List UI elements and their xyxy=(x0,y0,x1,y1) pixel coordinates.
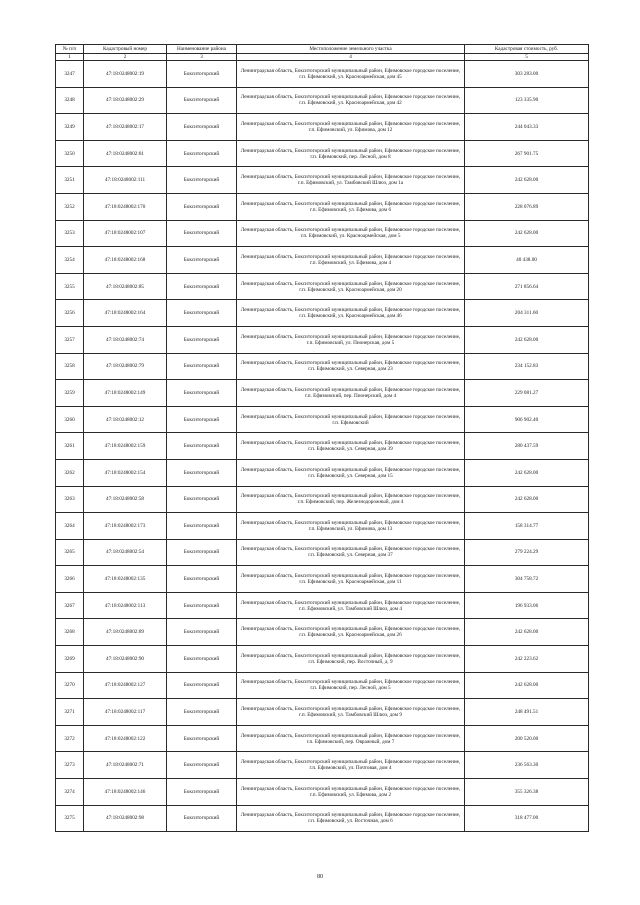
cadastral-number-cell: 47:18:0248002:154 xyxy=(84,459,167,486)
district-cell: Бокситогорский xyxy=(167,167,237,194)
table-row xyxy=(56,699,589,726)
row-number-cell: 3252 xyxy=(56,193,84,220)
cadastral-number-cell: 47:18:0248002:107 xyxy=(84,220,167,247)
location-cell: Ленинградская область, Бокситогорский муниципальный район, Ефимовское городское поселение, г.п. Ефимовский, ул. Тамбовский Шлюз, дом 9 xyxy=(237,699,465,726)
cadastral-cost-cell: 304 758.72 xyxy=(465,566,589,593)
cadastral-cost-cell: 242 628.00 xyxy=(465,619,589,646)
location-cell: Ленинградская область, Бокситогорский муниципальный район, Ефимовское городское поселение, г.п. Ефимовский, пер. Лесной, дом 5 xyxy=(237,672,465,699)
location-cell: Ленинградская область, Бокситогорский муниципальный район, Ефимовское городское поселение, г.п. Ефимовский, пер. Железнодорожный, дом 4 xyxy=(237,486,465,513)
table-row xyxy=(56,406,589,433)
row-number-cell: 3261 xyxy=(56,433,84,460)
table-row xyxy=(56,300,589,327)
cadastral-cost-cell: 318 477.00 xyxy=(465,805,589,832)
location-cell: Ленинградская область, Бокситогорский муниципальный район, Ефимовское городское поселение, г.п. Ефимовский, ул. Красноармейская, дом 11 xyxy=(237,566,465,593)
table-body xyxy=(56,61,589,832)
location-cell: Ленинградская область, Бокситогорский муниципальный район, Ефимовское городское поселение, г.п. Ефимовский, ул. Северная, дом 39 xyxy=(237,433,465,460)
location-cell: Ленинградская область, Бокситогорский муниципальный район, Ефимовское городское поселение, г.п. Ефимовский, пер. Лесной, дом 8 xyxy=(237,140,465,167)
table-row xyxy=(56,779,589,806)
cadastral-number-cell: 47:18:0248002:164 xyxy=(84,300,167,327)
district-cell: Бокситогорский xyxy=(167,87,237,114)
district-cell: Бокситогорский xyxy=(167,779,237,806)
location-cell: Ленинградская область, Бокситогорский муниципальный район, Ефимовское городское поселение, г.п. Ефимовский, ул. Красноармейская, дом 46 xyxy=(237,300,465,327)
cadastral-cost-cell: 123 335.90 xyxy=(465,87,589,114)
table-header xyxy=(56,45,589,61)
table-row xyxy=(56,486,589,513)
table-row xyxy=(56,513,589,540)
row-number-cell: 3253 xyxy=(56,220,84,247)
district-cell: Бокситогорский xyxy=(167,220,237,247)
cadastral-number-cell: 47:18:0248002:71 xyxy=(84,752,167,779)
district-cell: Бокситогорский xyxy=(167,459,237,486)
table-row xyxy=(56,353,589,380)
table-row xyxy=(56,752,589,779)
page-number: 80 xyxy=(317,874,323,880)
district-cell: Бокситогорский xyxy=(167,247,237,274)
cadastral-cost-cell: 242 628.00 xyxy=(465,326,589,353)
cadastral-number-cell: 47:18:0248002:159 xyxy=(84,433,167,460)
cadastral-number-cell: 47:18:0248002:81 xyxy=(84,140,167,167)
district-cell: Бокситогорский xyxy=(167,326,237,353)
location-cell: Ленинградская область, Бокситогорский муниципальный район, Ефимовское городское поселение, г.п. Ефимовский, ул. Ефимова, дом 13 xyxy=(237,513,465,540)
row-number-cell: 3272 xyxy=(56,725,84,752)
cadastral-cost-cell: 267 901.75 xyxy=(465,140,589,167)
row-number-cell: 3250 xyxy=(56,140,84,167)
cadastral-cost-cell: 40 438.00 xyxy=(465,247,589,274)
cadastral-number-cell: 47:18:0248002:173 xyxy=(84,513,167,540)
district-cell: Бокситогорский xyxy=(167,114,237,141)
column-number: 3 xyxy=(167,54,237,61)
district-cell: Бокситогорский xyxy=(167,433,237,460)
cadastral-cost-cell: 196 933.06 xyxy=(465,592,589,619)
cadastral-cost-cell: 234 152.83 xyxy=(465,353,589,380)
cadastral-cost-cell: 906 902.40 xyxy=(465,406,589,433)
table-row xyxy=(56,646,589,673)
location-cell: Ленинградская область, Бокситогорский муниципальный район, Ефимовское городское поселение, г.п. Ефимовский, ул. Тамбовский Шлюз, дом 4 xyxy=(237,592,465,619)
column-header: Местоположение земельного участка xyxy=(237,45,465,54)
row-number-cell: 3257 xyxy=(56,326,84,353)
location-cell: Ленинградская область, Бокситогорский муниципальный район, Ефимовское городское поселение, г.п. Ефимовский, ул. Ефимова, дом 6 xyxy=(237,193,465,220)
row-number-cell: 3248 xyxy=(56,87,84,114)
location-cell: Ленинградская область, Бокситогорский муниципальный район, Ефимовское городское поселение, г.п. Ефимовский, ул. Красноармейская, дом 42 xyxy=(237,87,465,114)
cadastral-cost-cell: 242 628.00 xyxy=(465,459,589,486)
row-number-cell: 3260 xyxy=(56,406,84,433)
location-cell: Ленинградская область, Бокситогорский муниципальный район, Ефимовское городское поселение, г.п. Ефимовский, ул. Красноармейская, дом 45 xyxy=(237,61,465,88)
cadastral-value-table xyxy=(55,44,589,832)
table-row xyxy=(56,433,589,460)
row-number-cell: 3271 xyxy=(56,699,84,726)
cadastral-cost-cell: 228 076.89 xyxy=(465,193,589,220)
row-number-cell: 3269 xyxy=(56,646,84,673)
row-number-cell: 3256 xyxy=(56,300,84,327)
cadastral-cost-cell: 303 283.00 xyxy=(465,61,589,88)
row-number-cell: 3258 xyxy=(56,353,84,380)
cadastral-cost-cell: 236 563.30 xyxy=(465,752,589,779)
location-cell: Ленинградская область, Бокситогорский муниципальный район, Ефимовское городское поселение, г.п. Ефимовский, ул. Почтовая, дом 4 xyxy=(237,752,465,779)
cadastral-number-cell: 47:18:0248002:74 xyxy=(84,326,167,353)
column-number: 2 xyxy=(84,54,167,61)
district-cell: Бокситогорский xyxy=(167,300,237,327)
table-row xyxy=(56,592,589,619)
row-number-cell: 3267 xyxy=(56,592,84,619)
cadastral-cost-cell: 244 043.33 xyxy=(465,114,589,141)
table-row xyxy=(56,193,589,220)
district-cell: Бокситогорский xyxy=(167,592,237,619)
location-cell: Ленинградская область, Бокситогорский муниципальный район, Ефимовское городское поселение, г.п. Ефимовский, ул. Ефимова, дом 2 xyxy=(237,779,465,806)
district-cell: Бокситогорский xyxy=(167,566,237,593)
row-number-cell: 3259 xyxy=(56,380,84,407)
cadastral-cost-cell: 248 491.51 xyxy=(465,699,589,726)
row-number-cell: 3251 xyxy=(56,167,84,194)
location-cell: Ленинградская область, Бокситогорский муниципальный район, Ефимовское городское поселение, г.п. Ефимовский, ул. Ефимова, дом 4 xyxy=(237,247,465,274)
location-cell: Ленинградская область, Бокситогорский муниципальный район, Ефимовское городское поселение, г.п. Ефимовский, ул. Тамбовский Шлюз, дом 1а xyxy=(237,167,465,194)
district-cell: Бокситогорский xyxy=(167,699,237,726)
table-row xyxy=(56,87,589,114)
table-row xyxy=(56,539,589,566)
column-header: Наименование района xyxy=(167,45,237,54)
table-row xyxy=(56,114,589,141)
district-cell: Бокситогорский xyxy=(167,805,237,832)
table-row xyxy=(56,725,589,752)
row-number-cell: 3263 xyxy=(56,486,84,513)
cadastral-cost-cell: 200 520.00 xyxy=(465,725,589,752)
cadastral-number-cell: 47:18:0248002:54 xyxy=(84,539,167,566)
cadastral-number-cell: 47:18:0248002:117 xyxy=(84,699,167,726)
cadastral-number-cell: 47:18:0248002:85 xyxy=(84,273,167,300)
cadastral-number-cell: 47:18:0248002:29 xyxy=(84,87,167,114)
table-row xyxy=(56,380,589,407)
cadastral-number-cell: 47:18:0248002:90 xyxy=(84,646,167,673)
cadastral-number-cell: 47:18:0248002:122 xyxy=(84,725,167,752)
location-cell: Ленинградская область, Бокситогорский муниципальный район, Ефимовское городское поселение, г.п. Ефимовский, ул. Красноармейская, дом 5 xyxy=(237,220,465,247)
cadastral-cost-cell: 271 856.64 xyxy=(465,273,589,300)
location-cell: Ленинградская область, Бокситогорский муниципальный район, Ефимовское городское поселение, г.п. Ефимовский, ул. Пионерская, дом 5 xyxy=(237,326,465,353)
row-number-cell: 3262 xyxy=(56,459,84,486)
cadastral-cost-cell: 242 223.62 xyxy=(465,646,589,673)
row-number-cell: 3254 xyxy=(56,247,84,274)
table-row xyxy=(56,220,589,247)
cadastral-number-cell: 47:18:0248002:127 xyxy=(84,672,167,699)
cadastral-number-cell: 47:18:0248002:170 xyxy=(84,193,167,220)
table-row xyxy=(56,273,589,300)
cadastral-number-cell: 47:18:0248002:98 xyxy=(84,805,167,832)
row-number-cell: 3270 xyxy=(56,672,84,699)
cadastral-cost-cell: 279 224.29 xyxy=(465,539,589,566)
table-row xyxy=(56,672,589,699)
column-number: 4 xyxy=(237,54,465,61)
cadastral-number-cell: 47:18:0248002:79 xyxy=(84,353,167,380)
row-number-cell: 3264 xyxy=(56,513,84,540)
table-row xyxy=(56,247,589,274)
cadastral-number-cell: 47:18:0248002:168 xyxy=(84,247,167,274)
cadastral-cost-cell: 229 081.27 xyxy=(465,380,589,407)
district-cell: Бокситогорский xyxy=(167,752,237,779)
location-cell: Ленинградская область, Бокситогорский муниципальный район, Ефимовское городское поселение, г.п. Ефимовский, ул. Ефимова, дом 12 xyxy=(237,114,465,141)
column-number-row xyxy=(56,54,589,61)
district-cell: Бокситогорский xyxy=(167,406,237,433)
district-cell: Бокситогорский xyxy=(167,140,237,167)
district-cell: Бокситогорский xyxy=(167,725,237,752)
location-cell: Ленинградская область, Бокситогорский муниципальный район, Ефимовское городское поселение, г.п. Ефимовский, ул. Северная, дом 37 xyxy=(237,539,465,566)
table-row xyxy=(56,805,589,832)
table-row xyxy=(56,140,589,167)
column-number: 1 xyxy=(56,54,84,61)
cadastral-cost-cell: 204 311.60 xyxy=(465,300,589,327)
location-cell: Ленинградская область, Бокситогорский муниципальный район, Ефимовское городское поселение, г.п. Ефимовский, ул. Восточная, дом 6 xyxy=(237,805,465,832)
cadastral-cost-cell: 242 628.00 xyxy=(465,672,589,699)
cadastral-cost-cell: 242 628.00 xyxy=(465,167,589,194)
cadastral-number-cell: 47:18:0248002:135 xyxy=(84,566,167,593)
cadastral-number-cell: 47:18:0248002:149 xyxy=(84,380,167,407)
district-cell: Бокситогорский xyxy=(167,353,237,380)
header-row xyxy=(56,45,589,54)
row-number-cell: 3249 xyxy=(56,114,84,141)
cadastral-cost-cell: 280 437.59 xyxy=(465,433,589,460)
cadastral-cost-cell: 242 628.00 xyxy=(465,486,589,513)
location-cell: Ленинградская область, Бокситогорский муниципальный район, Ефимовское городское поселение, г.п. Ефимовский, пер. Пионерский, дом 4 xyxy=(237,380,465,407)
column-header: Кадастровый номер xyxy=(84,45,167,54)
district-cell: Бокситогорский xyxy=(167,380,237,407)
district-cell: Бокситогорский xyxy=(167,672,237,699)
location-cell: Ленинградская область, Бокситогорский муниципальный район, Ефимовское городское поселение, г.п. Ефимовский xyxy=(237,406,465,433)
table-row xyxy=(56,167,589,194)
row-number-cell: 3274 xyxy=(56,779,84,806)
cadastral-number-cell: 47:18:0248002:146 xyxy=(84,779,167,806)
district-cell: Бокситогорский xyxy=(167,619,237,646)
table-row xyxy=(56,326,589,353)
cadastral-number-cell: 47:18:0248002:12 xyxy=(84,406,167,433)
location-cell: Ленинградская область, Бокситогорский муниципальный район, Ефимовское городское поселение, г.п. Ефимовский, пер. Овражный, дом 7 xyxy=(237,725,465,752)
cadastral-cost-cell: 242 628.00 xyxy=(465,220,589,247)
table-row xyxy=(56,61,589,88)
column-number: 5 xyxy=(465,54,589,61)
row-number-cell: 3266 xyxy=(56,566,84,593)
cadastral-number-cell: 47:18:0248002:111 xyxy=(84,167,167,194)
table-row xyxy=(56,566,589,593)
column-header: № п/п xyxy=(56,45,84,54)
column-header: Кадастровая стоимость, руб. xyxy=(465,45,589,54)
row-number-cell: 3255 xyxy=(56,273,84,300)
row-number-cell: 3247 xyxy=(56,61,84,88)
cadastral-number-cell: 47:18:0248002:17 xyxy=(84,114,167,141)
table-row xyxy=(56,619,589,646)
district-cell: Бокситогорский xyxy=(167,273,237,300)
location-cell: Ленинградская область, Бокситогорский муниципальный район, Ефимовское городское поселение, г.п. Ефимовский, ул. Красноармейская, дом 26 xyxy=(237,619,465,646)
row-number-cell: 3268 xyxy=(56,619,84,646)
cadastral-cost-cell: 158 314.77 xyxy=(465,513,589,540)
location-cell: Ленинградская область, Бокситогорский муниципальный район, Ефимовское городское поселение, г.п. Ефимовский, ул. Северная, дом 15 xyxy=(237,459,465,486)
district-cell: Бокситогорский xyxy=(167,513,237,540)
district-cell: Бокситогорский xyxy=(167,61,237,88)
location-cell: Ленинградская область, Бокситогорский муниципальный район, Ефимовское городское поселение, г.п. Ефимовский, ул. Красноармейская, дом 20 xyxy=(237,273,465,300)
row-number-cell: 3273 xyxy=(56,752,84,779)
row-number-cell: 3275 xyxy=(56,805,84,832)
row-number-cell: 3265 xyxy=(56,539,84,566)
district-cell: Бокситогорский xyxy=(167,193,237,220)
table-row xyxy=(56,459,589,486)
location-cell: Ленинградская область, Бокситогорский муниципальный район, Ефимовское городское поселение, г.п. Ефимовский, ул. Северная, дом 23 xyxy=(237,353,465,380)
district-cell: Бокситогорский xyxy=(167,539,237,566)
location-cell: Ленинградская область, Бокситогорский муниципальный район, Ефимовское городское поселение, г.п. Ефимовский, пер. Восточный, д. 9 xyxy=(237,646,465,673)
cadastral-cost-cell: 355 326.38 xyxy=(465,779,589,806)
cadastral-number-cell: 47:18:0248002:89 xyxy=(84,619,167,646)
cadastral-number-cell: 47:18:0248002:58 xyxy=(84,486,167,513)
district-cell: Бокситогорский xyxy=(167,486,237,513)
district-cell: Бокситогорский xyxy=(167,646,237,673)
cadastral-number-cell: 47:18:0248002:113 xyxy=(84,592,167,619)
cadastral-number-cell: 47:18:0248002:19 xyxy=(84,61,167,88)
